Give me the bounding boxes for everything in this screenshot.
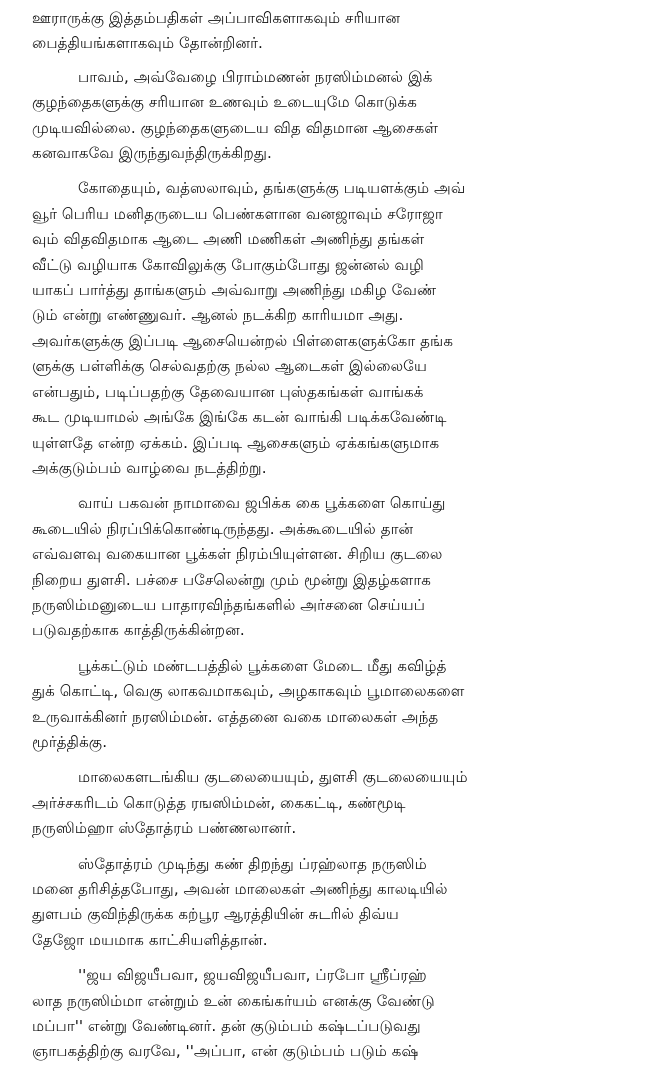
text-line: எவ்வளவு வகையான பூக்கள் நிரம்பியுள்ளன. சிறிய குடலை	[32, 545, 443, 564]
text-line: டும் என்று எண்ணுவர். ஆனல் நடக்கிற காரியமா அது.	[32, 306, 404, 325]
paragraph	[32, 491, 618, 643]
text-line: வும் விதவிதமாக ஆடை அணி மணிகள் அணிந்து தங்கள்	[32, 230, 425, 249]
text-line: தேஜோ மயமாக காட்சியளித்தான்.	[32, 930, 268, 949]
text-line: துக் கொட்டி, வெகு லாகவமாகவும், அழகாகவும் பூமாலைகளை	[32, 682, 465, 701]
text-line: வீட்டு வழியாக கோவிலுக்கு போகும்போது ஜன்னல் வழி	[32, 255, 425, 274]
text-line: நருஸிம்மனுடைய பாதாரவிந்தங்களில் அர்சனை செய்யப்	[32, 595, 426, 614]
text-line: கனவாகவே இருந்துவந்திருக்கிறது.	[32, 144, 272, 163]
text-line: யாகப் பார்த்து தாங்களும் அவ்வாறு அணிந்து மகிழ வேண்	[32, 281, 437, 300]
paragraph	[32, 176, 618, 481]
text-line: நருஸிம்ஹா ஸ்தோத்ரம் பண்ணலானர்.	[32, 819, 297, 838]
paragraph	[32, 6, 618, 57]
text-line: வாய் பகவன் நாமாவை ஜபிக்க கை பூக்களை கொய்து	[78, 494, 446, 513]
text-line: அவர்களுக்கு இப்படி ஆசையென்றல் பிள்ளைகளுக்கோ தங்க	[32, 331, 454, 350]
paragraph	[32, 852, 618, 954]
text-line: ''ஜய விஜயீபவா, ஜயவிஜயீபவா, ப்ரபோ ஸ்ரீப்ரஹ்	[78, 966, 427, 985]
text-line: யுள்ளதே என்ற ஏக்கம். இப்படி ஆசைகளும் ஏக்கங்களுமாக	[32, 433, 440, 452]
text-line: முடியவில்லை. குழந்தைகளுடைய வித விதமான ஆசைகள்	[32, 118, 439, 137]
text-line: பூக்கட்டும் மண்டபத்தில் பூக்களை மேடை மீது கவிழ்த்	[78, 656, 447, 675]
text-line: குழந்தைகளுக்கு சரியான உணவும் உடையுமே கொடுக்க	[32, 93, 417, 112]
text-line: ஊராருக்கு இத்தம்பதிகள் அப்பாவிகளாகவும் சரியான	[32, 9, 401, 27]
text-line: ளுக்கு பள்ளிக்கு செல்வதற்கு நல்ல ஆடைகள் இல்லையே	[32, 357, 427, 376]
text-line: அர்ச்சகரிடம் கொடுத்த ரஙஸிம்மன், கைகட்டி, கண்மூடி	[32, 793, 406, 812]
text-line: உருவாக்கினர் நரஸிம்மன். எத்தனை வகை மாலைகள் அந்த	[32, 707, 439, 726]
text-line: மாலைகளடங்கிய குடலையையும், துளசி குடலையையும்	[78, 768, 468, 787]
text-line: அக்குடும்பம் வாழ்வை நடத்திற்று.	[32, 458, 267, 477]
text-line: பைத்தியங்களாகவும் தோன்றினர்.	[32, 34, 263, 53]
text-line: பாவம், அவ்வேழை பிராம்மணன் நரஸிம்மனல் இக்	[78, 67, 433, 86]
text-line: ஸ்தோத்ரம் முடிந்து கண் திறந்து ப்ரஹ்லாத நருஸிம்	[78, 854, 427, 873]
text-line: மூர்த்திக்கு.	[32, 732, 108, 751]
text-line: ஞாபகத்திற்கு வரவே, ''அப்பா, என் குடும்பம் படும் கஷ்	[32, 1042, 419, 1061]
paragraph	[32, 963, 618, 1065]
text-line: மப்பா'' என்று வேண்டினர். தன் குடும்பம் கஷ்டப்படுவது	[32, 1017, 421, 1036]
text-line: கூட முடியாமல் அங்கே இங்கே கடன் வாங்கி படிக்கவேண்டி	[32, 408, 447, 427]
text-line: கோதையும், வத்ஸலாவும், தங்களுக்கு படியளக்கும் அவ்	[78, 179, 466, 198]
text-line: வூர் பெரிய மனிதருடைய பெண்களான வனஜாவும் சரோஜா	[32, 204, 443, 223]
text-line: கூடையில் நிரப்பிக்கொண்டிருந்தது. அக்கூடையில் தான்	[32, 519, 414, 538]
paragraph	[32, 654, 618, 756]
text-line: என்பதும், படிப்பதற்கு தேவையான புஸ்தகங்கள் வாங்கக்	[32, 382, 424, 401]
paragraph	[32, 65, 618, 167]
text-line: துளபம் குவிந்திருக்க கற்பூர ஆரத்தியின் சுடரில் திவ்ய	[32, 905, 399, 924]
paragraph	[32, 765, 618, 841]
text-line: மனை தரிசித்தபோது, அவன் மாலைகள் அணிந்து காலடியில்	[32, 880, 448, 898]
text-line: லாத நருஸிம்மா என்றும் உன் கைங்கர்யம் எனக்கு வேண்டு	[32, 991, 435, 1010]
text-line: நிறைய துளசி. பச்சை பசேலென்று மும் மூன்று இதழ்களாக	[32, 570, 431, 589]
text-line: படுவதற்காக காத்திருக்கின்றன.	[32, 621, 245, 640]
